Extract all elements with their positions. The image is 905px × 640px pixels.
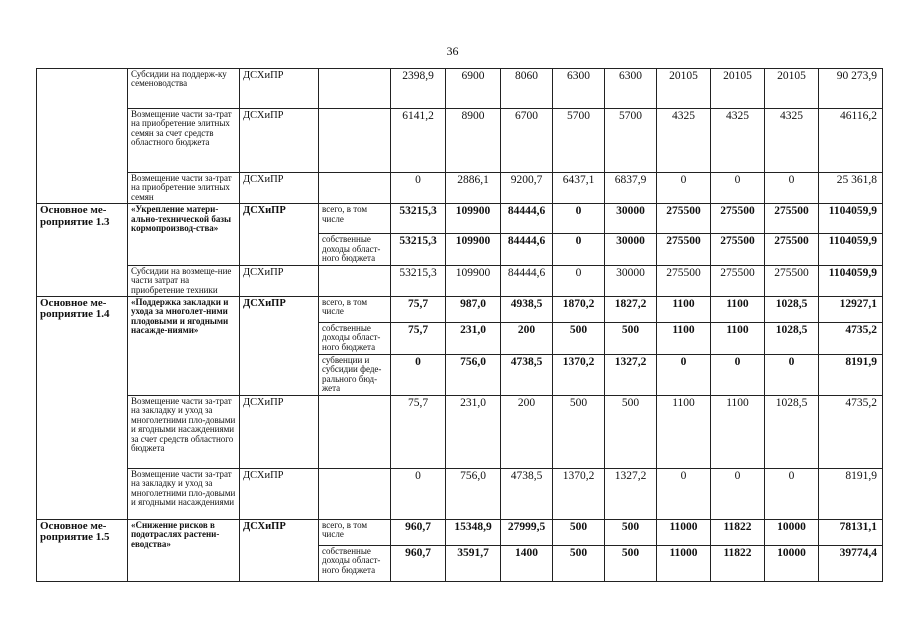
year-value-cell: 10000 bbox=[765, 545, 819, 581]
table-row bbox=[37, 468, 883, 519]
year-value-cell: 500 bbox=[553, 545, 605, 581]
year-value-cell: 231,0 bbox=[446, 322, 501, 354]
year-value-cell: 0 bbox=[657, 468, 711, 519]
year-value-cell: 0 bbox=[765, 468, 819, 519]
year-value-cell: 1400 bbox=[501, 545, 553, 581]
year-value-cell: 1870,2 bbox=[553, 296, 605, 322]
page-number: 36 bbox=[446, 44, 459, 58]
year-value-cell: 500 bbox=[553, 519, 605, 545]
table-row bbox=[37, 173, 883, 204]
year-value-cell: 500 bbox=[605, 519, 657, 545]
year-value-cell: 11000 bbox=[657, 545, 711, 581]
measure-title-cell: «Укрепление матери-ально-технической базы кормопроизвод-ства» bbox=[128, 204, 240, 265]
year-value-cell: 500 bbox=[605, 545, 657, 581]
year-value-cell: 275500 bbox=[657, 265, 711, 296]
year-value-cell: 6141,2 bbox=[391, 109, 446, 173]
measure-title-cell: Субсидии на поддерж-ку семеноводства bbox=[128, 69, 240, 109]
year-value-cell: 20105 bbox=[711, 69, 765, 109]
measure-title-cell: Возмещение части за-трат на приобретение элитных семян bbox=[128, 173, 240, 204]
year-value-cell: 2886,1 bbox=[446, 173, 501, 204]
executor-cell: ДСХиПР bbox=[240, 173, 319, 204]
measure-title-cell: Возмещение части за-трат на закладку и уход за многолетними пло-довыми и ягодными насаждениями bbox=[128, 468, 240, 519]
year-value-cell: 84444,6 bbox=[501, 265, 553, 296]
year-value-cell: 11822 bbox=[711, 519, 765, 545]
total-value-cell: 4735,2 bbox=[819, 322, 883, 354]
year-value-cell: 1028,5 bbox=[765, 296, 819, 322]
year-value-cell: 109900 bbox=[446, 204, 501, 234]
funding-source-cell: всего, в том числе bbox=[319, 296, 391, 322]
year-value-cell: 0 bbox=[391, 468, 446, 519]
year-value-cell: 0 bbox=[657, 173, 711, 204]
year-value-cell: 0 bbox=[391, 354, 446, 395]
year-value-cell: 0 bbox=[711, 354, 765, 395]
funding-source-cell: субвенции и субсидии феде-рального бюд-жета bbox=[319, 354, 391, 395]
year-value-cell: 275500 bbox=[711, 265, 765, 296]
year-value-cell: 4938,5 bbox=[501, 296, 553, 322]
year-value-cell: 11822 bbox=[711, 545, 765, 581]
year-value-cell: 75,7 bbox=[391, 395, 446, 468]
measure-name-cell: Основное ме-роприятие 1.4 bbox=[37, 296, 128, 519]
total-value-cell: 78131,1 bbox=[819, 519, 883, 545]
year-value-cell: 0 bbox=[711, 468, 765, 519]
year-value-cell: 1028,5 bbox=[765, 395, 819, 468]
year-value-cell: 11000 bbox=[657, 519, 711, 545]
year-value-cell: 53215,3 bbox=[391, 265, 446, 296]
year-value-cell: 6300 bbox=[553, 69, 605, 109]
funding-source-cell bbox=[319, 173, 391, 204]
measure-name-cell: Основное ме-роприятие 1.3 bbox=[37, 204, 128, 297]
total-value-cell: 25 361,8 bbox=[819, 173, 883, 204]
measure-title-cell: Возмещение части за-трат на приобретение элитных семян за счет средств областного бюджета bbox=[128, 109, 240, 173]
total-value-cell: 39774,4 bbox=[819, 545, 883, 581]
year-value-cell: 756,0 bbox=[446, 468, 501, 519]
measure-title-cell: «Снижение рисков в подотраслях растени-еводства» bbox=[128, 519, 240, 581]
funding-source-cell: всего, в том числе bbox=[319, 204, 391, 234]
year-value-cell: 4325 bbox=[711, 109, 765, 173]
year-value-cell: 6700 bbox=[501, 109, 553, 173]
executor-cell: ДСХиПР bbox=[240, 395, 319, 468]
executor-cell: ДСХиПР bbox=[240, 204, 319, 265]
funding-source-cell bbox=[319, 395, 391, 468]
year-value-cell: 500 bbox=[553, 395, 605, 468]
year-value-cell: 275500 bbox=[711, 204, 765, 234]
year-value-cell: 20105 bbox=[765, 69, 819, 109]
year-value-cell: 9200,7 bbox=[501, 173, 553, 204]
year-value-cell: 275500 bbox=[657, 204, 711, 234]
executor-cell: ДСХиПР bbox=[240, 265, 319, 296]
year-value-cell: 0 bbox=[391, 173, 446, 204]
year-value-cell: 30000 bbox=[605, 204, 657, 234]
measure-title-cell: «Поддержка закладки и ухода за многолет-ними плодовыми и ягодными насажде-ниями» bbox=[128, 296, 240, 395]
year-value-cell: 1100 bbox=[657, 395, 711, 468]
year-value-cell: 5700 bbox=[605, 109, 657, 173]
funding-source-cell bbox=[319, 109, 391, 173]
year-value-cell: 1327,2 bbox=[605, 354, 657, 395]
funding-source-cell: собственные доходы област-ного бюджета bbox=[319, 545, 391, 581]
total-value-cell: 8191,9 bbox=[819, 354, 883, 395]
year-value-cell: 500 bbox=[553, 322, 605, 354]
year-value-cell: 6900 bbox=[446, 69, 501, 109]
executor-cell: ДСХиПР bbox=[240, 468, 319, 519]
year-value-cell: 4738,5 bbox=[501, 354, 553, 395]
funding-source-cell: собственные доходы област-ного бюджета bbox=[319, 322, 391, 354]
year-value-cell: 987,0 bbox=[446, 296, 501, 322]
year-value-cell: 1100 bbox=[657, 296, 711, 322]
year-value-cell: 10000 bbox=[765, 519, 819, 545]
year-value-cell: 275500 bbox=[711, 234, 765, 265]
year-value-cell: 275500 bbox=[657, 234, 711, 265]
table-row bbox=[37, 69, 883, 109]
year-value-cell: 53215,3 bbox=[391, 204, 446, 234]
year-value-cell: 8060 bbox=[501, 69, 553, 109]
year-value-cell: 0 bbox=[553, 204, 605, 234]
table-row bbox=[37, 395, 883, 468]
year-value-cell: 1327,2 bbox=[605, 468, 657, 519]
funding-source-cell: собственные доходы област-ного бюджета bbox=[319, 234, 391, 265]
year-value-cell: 1827,2 bbox=[605, 296, 657, 322]
year-value-cell: 109900 bbox=[446, 265, 501, 296]
table-row bbox=[37, 109, 883, 173]
table-row bbox=[37, 204, 883, 234]
year-value-cell: 53215,3 bbox=[391, 234, 446, 265]
total-value-cell: 4735,2 bbox=[819, 395, 883, 468]
year-value-cell: 200 bbox=[501, 395, 553, 468]
table-body bbox=[37, 69, 883, 582]
year-value-cell: 84444,6 bbox=[501, 204, 553, 234]
year-value-cell: 5700 bbox=[553, 109, 605, 173]
total-value-cell: 46116,2 bbox=[819, 109, 883, 173]
year-value-cell: 8900 bbox=[446, 109, 501, 173]
year-value-cell: 109900 bbox=[446, 234, 501, 265]
executor-cell: ДСХиПР bbox=[240, 519, 319, 581]
measure-name-cell bbox=[37, 69, 128, 204]
year-value-cell: 1028,5 bbox=[765, 322, 819, 354]
funding-source-cell: всего, в том числе bbox=[319, 519, 391, 545]
budget-table bbox=[36, 68, 883, 582]
year-value-cell: 500 bbox=[605, 322, 657, 354]
year-value-cell: 75,7 bbox=[391, 296, 446, 322]
funding-source-cell bbox=[319, 468, 391, 519]
year-value-cell: 275500 bbox=[765, 265, 819, 296]
year-value-cell: 30000 bbox=[605, 234, 657, 265]
year-value-cell: 960,7 bbox=[391, 519, 446, 545]
measure-title-cell: Возмещение части за-трат на закладку и уход за многолетними пло-довыми и ягодными насаждениями за счет средств областного бюджета bbox=[128, 395, 240, 468]
total-value-cell: 1104059,9 bbox=[819, 234, 883, 265]
year-value-cell: 500 bbox=[605, 395, 657, 468]
year-value-cell: 0 bbox=[765, 173, 819, 204]
total-value-cell: 1104059,9 bbox=[819, 265, 883, 296]
year-value-cell: 15348,9 bbox=[446, 519, 501, 545]
year-value-cell: 6437,1 bbox=[553, 173, 605, 204]
year-value-cell: 960,7 bbox=[391, 545, 446, 581]
table-row bbox=[37, 265, 883, 296]
year-value-cell: 4325 bbox=[657, 109, 711, 173]
table-row bbox=[37, 296, 883, 322]
total-value-cell: 8191,9 bbox=[819, 468, 883, 519]
year-value-cell: 4738,5 bbox=[501, 468, 553, 519]
executor-cell: ДСХиПР bbox=[240, 109, 319, 173]
year-value-cell: 30000 bbox=[605, 265, 657, 296]
year-value-cell: 275500 bbox=[765, 234, 819, 265]
year-value-cell: 1100 bbox=[711, 395, 765, 468]
total-value-cell: 12927,1 bbox=[819, 296, 883, 322]
year-value-cell: 1370,2 bbox=[553, 354, 605, 395]
year-value-cell: 3591,7 bbox=[446, 545, 501, 581]
year-value-cell: 0 bbox=[711, 173, 765, 204]
year-value-cell: 1100 bbox=[711, 296, 765, 322]
year-value-cell: 4325 bbox=[765, 109, 819, 173]
year-value-cell: 275500 bbox=[765, 204, 819, 234]
funding-source-cell bbox=[319, 69, 391, 109]
year-value-cell: 1100 bbox=[711, 322, 765, 354]
year-value-cell: 20105 bbox=[657, 69, 711, 109]
executor-cell: ДСХиПР bbox=[240, 296, 319, 395]
year-value-cell: 27999,5 bbox=[501, 519, 553, 545]
year-value-cell: 0 bbox=[553, 265, 605, 296]
year-value-cell: 6837,9 bbox=[605, 173, 657, 204]
funding-source-cell bbox=[319, 265, 391, 296]
year-value-cell: 2398,9 bbox=[391, 69, 446, 109]
year-value-cell: 0 bbox=[553, 234, 605, 265]
year-value-cell: 231,0 bbox=[446, 395, 501, 468]
total-value-cell: 90 273,9 bbox=[819, 69, 883, 109]
year-value-cell: 1100 bbox=[657, 322, 711, 354]
year-value-cell: 0 bbox=[765, 354, 819, 395]
year-value-cell: 1370,2 bbox=[553, 468, 605, 519]
year-value-cell: 6300 bbox=[605, 69, 657, 109]
executor-cell: ДСХиПР bbox=[240, 69, 319, 109]
measure-name-cell: Основное ме-роприятие 1.5 bbox=[37, 519, 128, 581]
measure-title-cell: Субсидии на возмеще-ние части затрат на приобретение техники bbox=[128, 265, 240, 296]
year-value-cell: 84444,6 bbox=[501, 234, 553, 265]
year-value-cell: 200 bbox=[501, 322, 553, 354]
year-value-cell: 756,0 bbox=[446, 354, 501, 395]
year-value-cell: 0 bbox=[657, 354, 711, 395]
total-value-cell: 1104059,9 bbox=[819, 204, 883, 234]
table-row bbox=[37, 519, 883, 545]
year-value-cell: 75,7 bbox=[391, 322, 446, 354]
